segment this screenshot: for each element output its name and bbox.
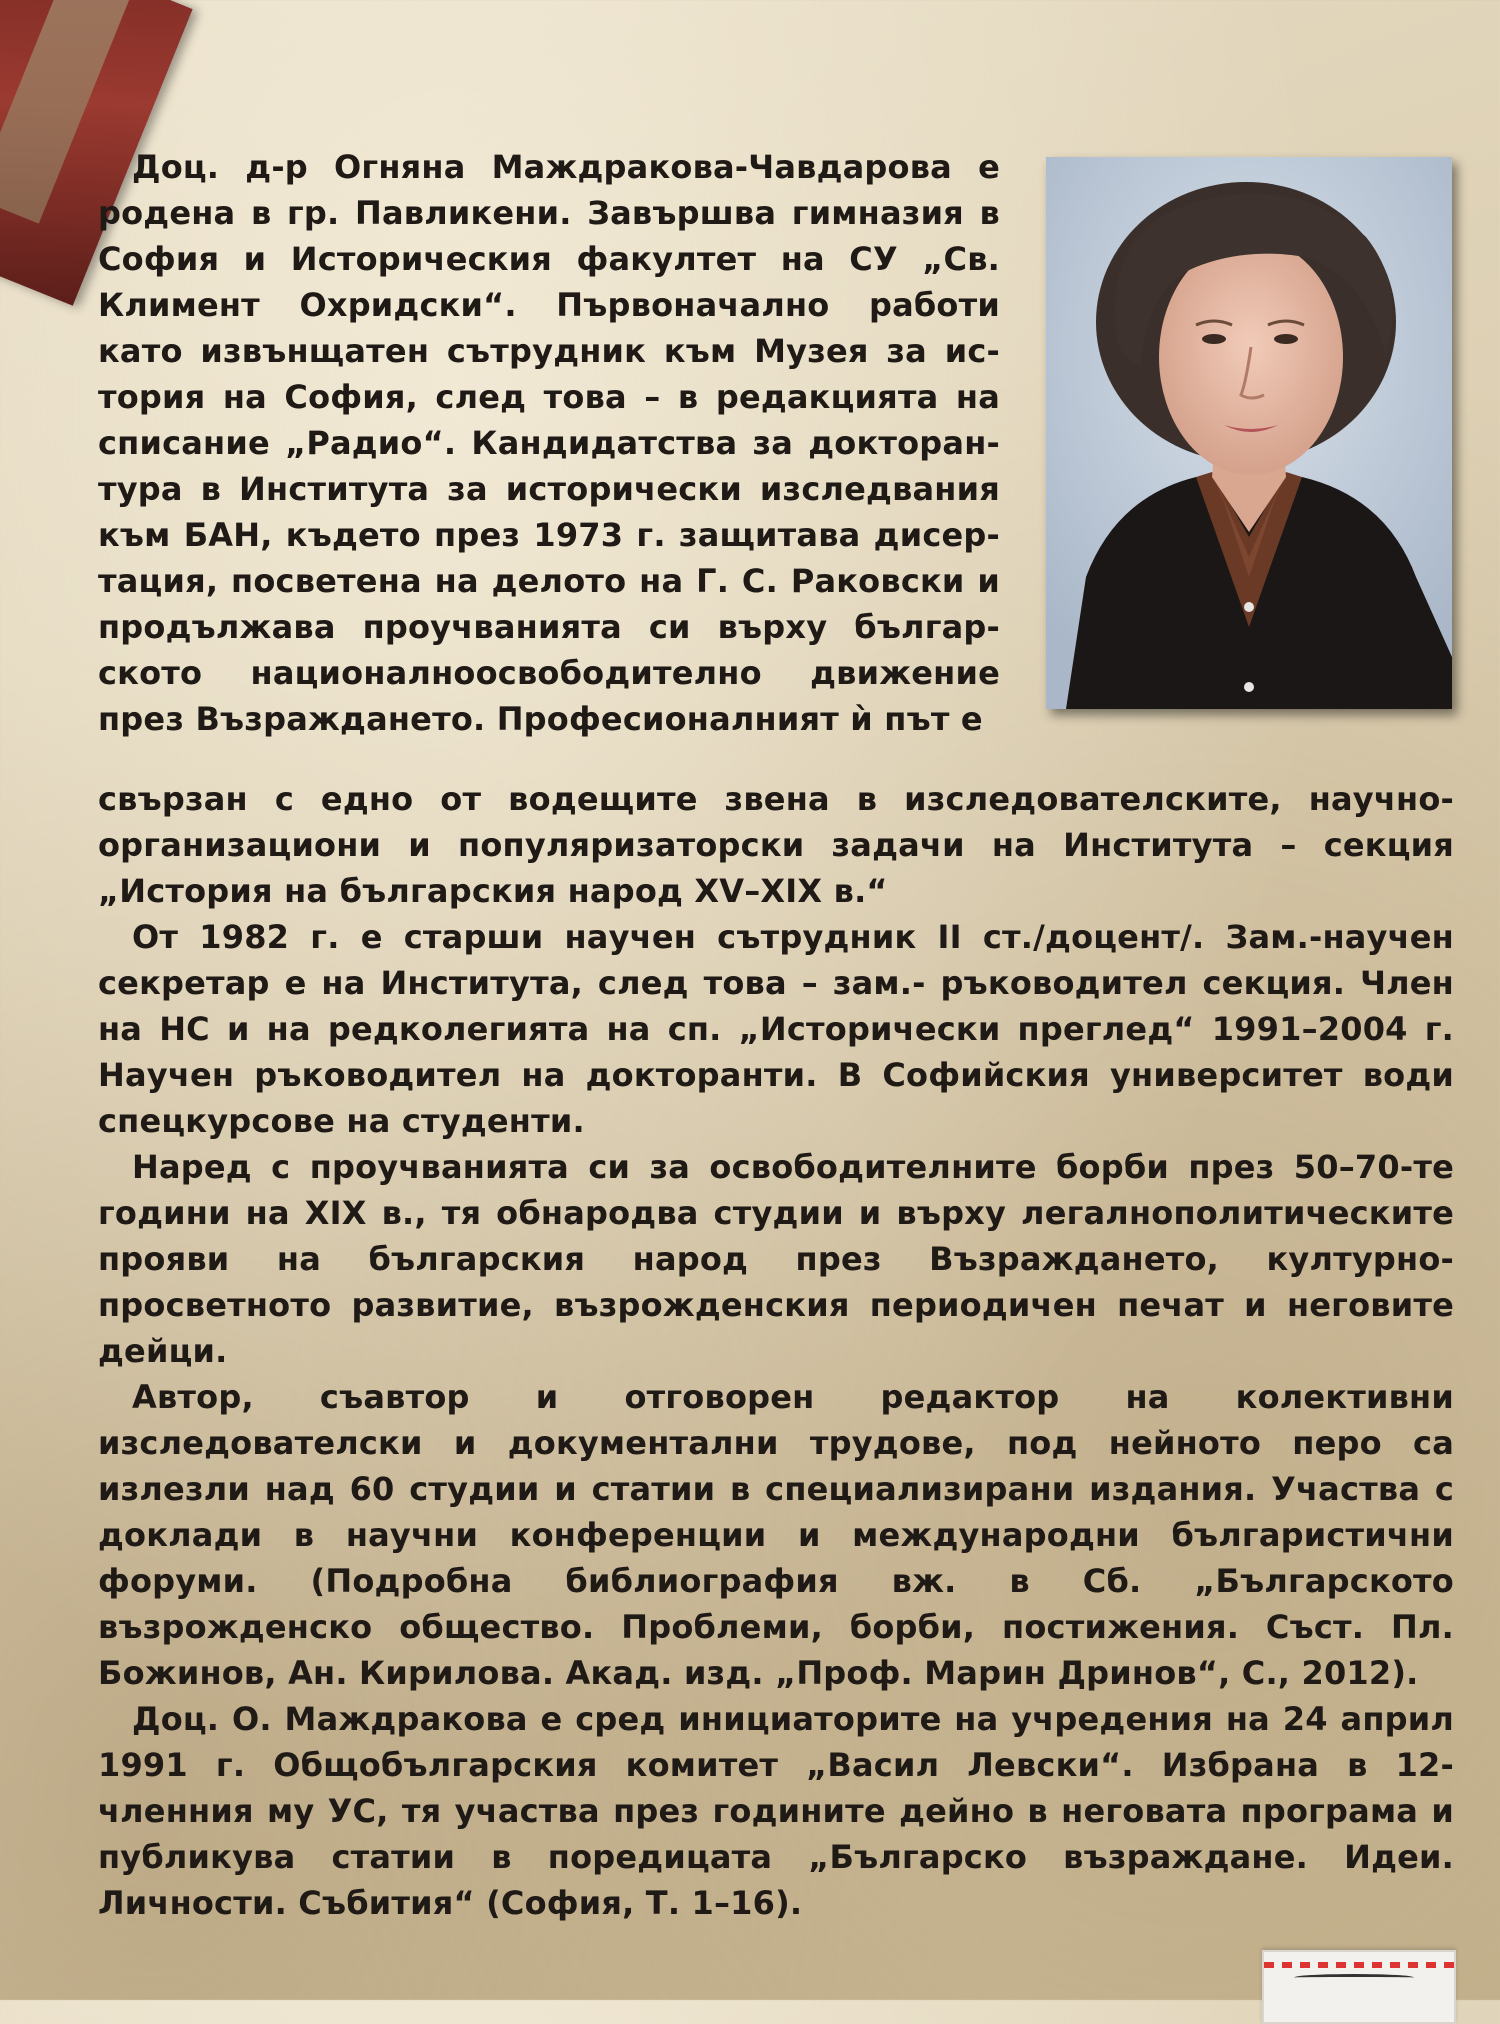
body-paragraph: От 1982 г. е старши научен сътрудник II ст./доцент/. Зам.-научен секретар е на Института, след това – зам.- ръководител секция. Член на НС и на редколегията на сп. „Исторически преглед“ 1991–2004 г. Научен ръководител на докторанти. В Софийския университет води спецкурсове на студенти.: [98, 918, 1454, 1140]
body-paragraph: Доц. О. Маждракова е сред инициаторите на учредения на 24 април 1991 г. Общобългарския комитет „Васил Левски“. Избрана в 12-членния му УС, тя участва през годините дейно в неговата програма и публикува статии в поредицата „Българско възраждане. Идеи. Личности. Събития“ (София, Т. 1–16).: [98, 1700, 1454, 1922]
sticker-handwriting: [1294, 1974, 1414, 1981]
main-text-block: [98, 776, 1454, 1926]
intro-line: София и Историческия факултет на СУ „Св.: [98, 240, 1000, 278]
author-portrait-photo: [1046, 157, 1452, 709]
intro-line: продължава проучванията си върху българ-: [98, 608, 1000, 646]
body-paragraph: свързан с едно от водещите звена в изследователските, научно-организациони и популяризаторски задачи на Института – секция „История на българския народ XV–XIX в.“: [98, 780, 1454, 910]
portrait-illustration: [1046, 157, 1452, 709]
intro-line: Доц. д-р Огняна Маждракова-Чавдарова е: [132, 148, 1000, 186]
intro-line: Климент Охридски“. Първоначално работи: [98, 286, 1000, 324]
sticker-stripe: [1264, 1962, 1454, 1968]
intro-line: през Възраждането. Професионалният ѝ път е: [98, 700, 983, 738]
price-sticker: [1262, 1950, 1456, 2024]
intro-line: списание „Радио“. Кандидатства за докторан-: [98, 424, 1000, 462]
body-paragraph: Автор, съавтор и отговорен редактор на колективни изследователски и документални трудове, под нейното перо са излезли над 60 студии и статии в специализирани издания. Участва с доклади в научни конференции и международни българистични форуми. (Подробна библиография вж. в Сб. „Българското възрожденско общество. Проблеми, борби, постижения. Съст. Пл. Божинов, Ан. Кирилова. Акад. изд. „Проф. Марин Дринов“, С., 2012).: [98, 1378, 1454, 1692]
intro-line: тура в Института за исторически изследвания: [98, 470, 1000, 508]
intro-line: родена в гр. Павликени. Завършва гимназия в: [98, 194, 1000, 232]
intro-line: ското националноосвободително движение: [98, 654, 1000, 692]
intro-line: като извънщатен сътрудник към Музея за ис-: [98, 332, 1000, 370]
intro-text-block: [98, 144, 1000, 742]
intro-line: тория на София, след това – в редакцията на: [98, 378, 1000, 416]
intro-line: тация, посветена на делото на Г. С. Раковски и: [98, 562, 1000, 600]
intro-line: към БАН, където през 1973 г. защитава дисер-: [98, 516, 1000, 554]
body-paragraph: Наред с проучванията си за освободителните борби през 50–70-те години на XIX в., тя обнародва студии и върху легалнополитическите прояви на българския народ през Възраждането, културно-просветното развитие, възрожденския периодичен печат и неговите дейци.: [98, 1148, 1454, 1370]
